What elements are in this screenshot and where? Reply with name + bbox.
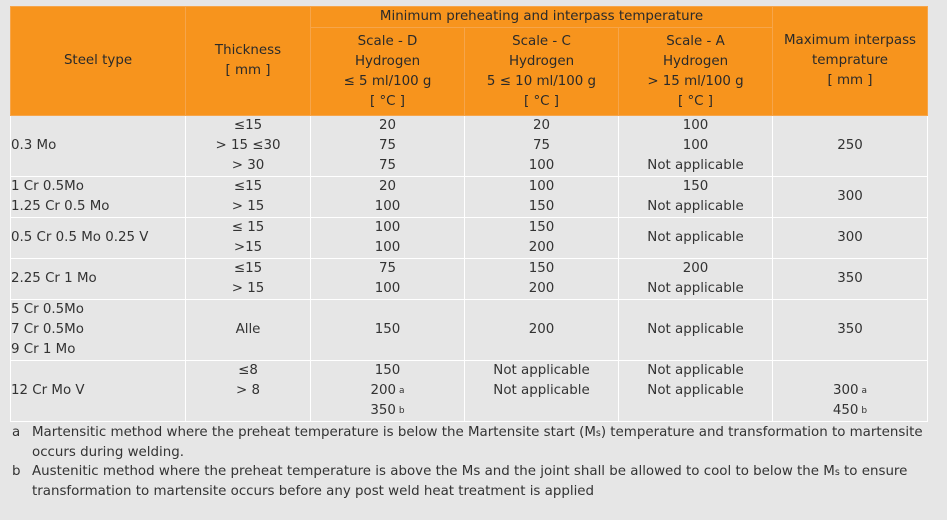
header-min-preheat-group: Minimum preheating and interpass temperature: [311, 7, 773, 28]
footnote-mark: a: [12, 425, 21, 440]
table-row: [11, 361, 928, 422]
footnote-mark: a: [399, 386, 405, 396]
cell-steel-type: 0.3 Mo: [11, 116, 186, 177]
footnotes: [12, 424, 932, 502]
preheat-table-container: [10, 6, 927, 422]
cell-steel-type: 1 Cr 0.5Mo 1.25 Cr 0.5 Mo: [11, 177, 186, 218]
cell-max-interpass: 300: [773, 218, 928, 259]
cell-scale-c: Not applicable Not applicable: [465, 361, 619, 422]
cell-scale-c: 100 150: [465, 177, 619, 218]
footnote-a: a Martensitic method where the preheat temperature is below the Martensite start (Ms) temperature and transformation to martensite occurs during welding.: [12, 425, 923, 460]
cell-scale-c: 200: [465, 300, 619, 361]
cell-max-interpass: 350: [773, 300, 928, 361]
header-max-interpass: Maximum interpass temprature [ mm ]: [773, 7, 928, 116]
cell-scale-d: 150: [311, 300, 465, 361]
cell-steel-type: 12 Cr Mo V: [11, 361, 186, 422]
cell-thickness: ≤8 > 8: [186, 361, 311, 422]
cell-max-interpass: 300 $^a$ 450 $^b$: [773, 361, 928, 422]
cell-scale-a: 200 Not applicable: [619, 259, 773, 300]
cell-scale-d: 75 100: [311, 259, 465, 300]
cell-steel-type: 0.5 Cr 0.5 Mo 0.25 V: [11, 218, 186, 259]
table-row: [11, 177, 928, 218]
table-row: [11, 218, 928, 259]
cell-max-interpass: 350: [773, 259, 928, 300]
cell-scale-a: Not applicable Not applicable: [619, 361, 773, 422]
cell-thickness: ≤15 > 15: [186, 177, 311, 218]
footnote-mark: b: [861, 406, 868, 416]
cell-scale-c: 20 75 100: [465, 116, 619, 177]
cell-scale-c: 150 200: [465, 259, 619, 300]
cell-scale-d: 150 200 $^a$ 350 $^b$: [311, 361, 465, 422]
cell-scale-c: 150 200: [465, 218, 619, 259]
table-row: [11, 259, 928, 300]
table-row: [11, 116, 928, 177]
header-scale-c: Scale - C Hydrogen 5 ≤ 10 ml/100 g [ °C ]: [465, 28, 619, 116]
header-scale-d: Scale - D Hydrogen ≤ 5 ml/100 g [ °C ]: [311, 28, 465, 116]
cell-scale-a: 150 Not applicable: [619, 177, 773, 218]
footnote-mark: a: [861, 386, 868, 396]
cell-thickness: ≤ 15 >15: [186, 218, 311, 259]
cell-scale-d: 20 100: [311, 177, 465, 218]
cell-scale-a: 100 100 Not applicable: [619, 116, 773, 177]
cell-max-interpass: 300: [773, 177, 928, 218]
header-scale-a: Scale - A Hydrogen > 15 ml/100 g [ °C ]: [619, 28, 773, 116]
cell-scale-a: Not applicable: [619, 300, 773, 361]
footnote-mark: b: [398, 406, 405, 416]
cell-thickness: Alle: [186, 300, 311, 361]
header-steel-type: Steel type: [11, 7, 186, 116]
footnote-b: b Austenitic method where the preheat temperature is above the Ms and the joint shall be allowed to cool to below the Ms to ensure transformation to martensite occurs before any post weld heat treatment is applied: [12, 464, 908, 499]
header-thickness: Thickness [ mm ]: [186, 7, 311, 116]
footnote-mark: b: [12, 464, 21, 479]
preheat-table: [10, 6, 928, 422]
table-row: [11, 300, 928, 361]
cell-steel-type: 5 Cr 0.5Mo 7 Cr 0.5Mo 9 Cr 1 Mo: [11, 300, 186, 361]
cell-scale-d: 100 100: [311, 218, 465, 259]
cell-thickness: ≤15 > 15 ≤30 > 30: [186, 116, 311, 177]
cell-scale-a: Not applicable: [619, 218, 773, 259]
cell-max-interpass: 250: [773, 116, 928, 177]
cell-scale-d: 20 75 75: [311, 116, 465, 177]
cell-steel-type: 2.25 Cr 1 Mo: [11, 259, 186, 300]
cell-thickness: ≤15 > 15: [186, 259, 311, 300]
